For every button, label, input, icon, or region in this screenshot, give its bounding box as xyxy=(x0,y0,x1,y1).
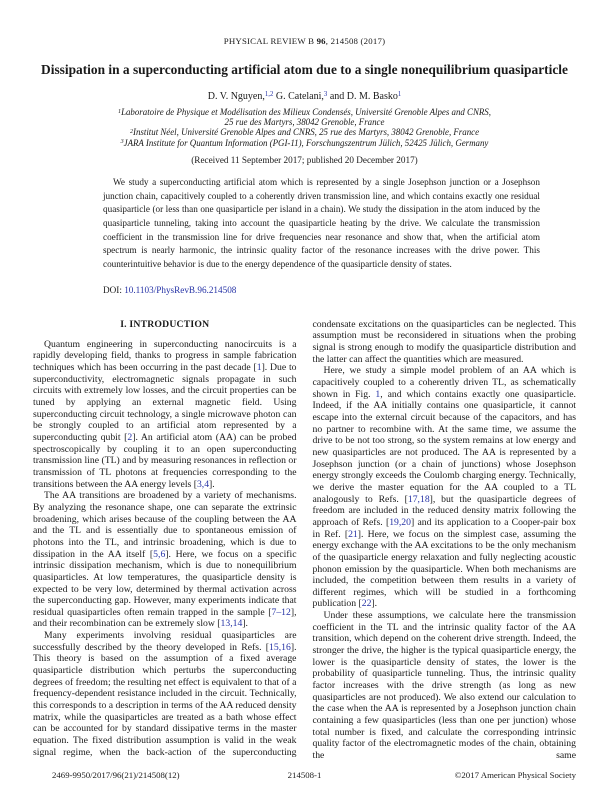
reference-link[interactable]: 1,2 xyxy=(264,91,274,99)
journal-header: PHYSICAL REVIEW B 96, 214508 (2017) xyxy=(223,36,386,46)
reference-link[interactable]: 3,4 xyxy=(196,478,210,490)
reference-link[interactable]: 7–12 xyxy=(271,606,291,618)
right-column xyxy=(313,319,577,762)
body-paragraph: The AA transitions are broadened by a variety of mechanisms. By analyzing the resonance shape, one can separate the extrinsic broadening, which arises because of the coupling between the AA and the TL and is essentially due to spontaneous emission of photons into the TL, and intrinsic broadening, which is due to dissipation in the AA itself [5,6]. Here, we focus on a specific intrinsic dissipation mechanism, which is due to nonequilibrium quasiparticles. At low temperatures, the quasiparticle density is expected to be very low, determined by thermal activation across the superconducting gap. However, many experiments indicate that residual quasiparticles often remain trapped in the sample [7–12], and their recombination can be extremely slow [13,14]. xyxy=(33,490,297,630)
affiliation-line: $^2$Institut Néel, Université Grenoble Alpes and CNRS, 25 rue des Martyrs, 38042 Grenoble, France xyxy=(129,127,480,138)
doi-line xyxy=(103,285,576,295)
affiliation-line: $^3$JARA Institute for Quantum Information (PGI-11), Forschungszentrum Jülich, 52425 Jülich, Germany xyxy=(120,137,489,148)
body-paragraph: condensate excitations on the quasiparticles can be neglected. This assumption must be reconsidered in situations when the probing signal is strong enough to modify the quasiparticle distribution and the latter can affect the quantities which are measured. xyxy=(312,318,576,365)
reference-link[interactable]: 19,20 xyxy=(389,516,411,528)
author-line: D. V. Nguyen,$^{1,2}$ G. Catelani,$^3$ and D. M. Basko$^1$ xyxy=(207,91,402,102)
page-number: 214508-1 xyxy=(287,770,322,780)
doi-link[interactable]: 10.1103/PhysRevB.96.214508 xyxy=(124,284,237,295)
body-paragraph: Here, we study a simple model problem of an AA which is capacitively coupled to a coherently driven TL, as schematically shown in Fig. 1, and which contains exactly one quasiparticle. Indeed, if the AA initially contains one quasiparticle, it cannot escape into the external circuit because of the capacitors, and has no partner to recombine with. At the same time, we assume the drive to be not too strong, so the system remains at low energy and new quasiparticles are not produced. The AA is represented by a Josephson junction (or a chain of junctions) whose Josephson energy strongly exceeds the Coulomb charging energy. Technically, we derive the master equation for the AA coupled to a TL analogously to Refs. [17,18], but the quasiparticle degrees of freedom are included in the reduced density matrix following the approach of Refs. [19,20] and its application to a Cooper-pair box in Ref. [21]. Here, we focus on the simplest case, assuming the energy exchange with the AA excitations to be the only mechanism of the quasiparticle energy relaxation and fully neglecting acoustic phonon emission by the quasiparticle. When both mechanisms are included, the competition between them results in a variety of different regimes, which will be studied in a forthcoming publication [22]. xyxy=(312,365,576,610)
reference-link[interactable]: 17,18 xyxy=(407,493,430,505)
page-footer xyxy=(33,770,576,780)
footer-copyright: ©2017 American Physical Society xyxy=(454,770,576,780)
reference-link[interactable]: 21 xyxy=(348,528,358,540)
reference-link[interactable]: 13,14 xyxy=(220,618,243,630)
affiliation-line: 25 rue des Martyrs, 38042 Grenoble, France xyxy=(224,117,385,128)
received-line: (Received 11 September 2017; published 20 December 2017) xyxy=(191,154,418,165)
affiliations-block xyxy=(33,107,576,148)
two-column-body xyxy=(33,319,576,762)
reference-link[interactable]: 22 xyxy=(361,598,372,610)
reference-link[interactable]: 1 xyxy=(375,388,381,400)
reference-link[interactable]: 1 xyxy=(397,91,402,99)
left-column xyxy=(33,319,297,762)
reference-link[interactable]: 15,16 xyxy=(269,641,291,653)
affiliation-line: $^1$Laboratoire de Physique et Modélisation des Milieux Condensés, Université Grenoble Alpes and CNRS, xyxy=(118,107,491,117)
footer-issn: 2469-9950/2017/96(21)/214508(12) xyxy=(52,770,180,780)
reference-link[interactable]: 3 xyxy=(323,91,328,99)
body-paragraph: Many experiments involving residual quasiparticles are successfully described by the theory developed in Refs. [15,16]. This theory is based on the assumption of a fixed average quasiparticle distribution which perturbs the superconducting degrees of freedom; the resulting net effect is equivalent to that of a frequency-dependent resistance included in the circuit. Technically, this corresponds to a description in terms of the AA reduced density matrix, while the quasiparticles are treated as a bath whose effect can be accounted for by standard dissipative terms in the master equation. The fixed distribution assumption is valid in the weak signal regime, when the back-action of the superconducting xyxy=(33,630,297,758)
body-paragraph: Quantum engineering in superconducting nanocircuits is a rapidly developing field, thanks to progress in sample fabrication techniques which has been occurring in the past decade [1]. Due to superconductivity, electromagnetic signals propagate in such circuits with extremely low losses, and the circuit properties can be tuned by applying an external magnetic field. Using superconducting circuit technology, a single microwave photon can be strongly coupled to an artificial atom represented by a superconducting qubit [2]. An artificial atom (AA) can be probed spectroscopically by coupling it to an open superconducting transmission line (TL) and by measuring resonances in reflection or transmission of TL photons at frequencies corresponding to the transitions between the AA energy levels [3,4]. xyxy=(33,338,297,490)
doi-label: DOI: xyxy=(103,284,125,295)
paper-title: Dissipation in a superconducting artificial atom due to a single nonequilibrium quasiparticle xyxy=(41,62,568,77)
reference-link[interactable]: 5,6 xyxy=(153,548,166,560)
reference-link[interactable]: 1 xyxy=(256,362,262,374)
section-heading-introduction: I. INTRODUCTION xyxy=(120,318,210,330)
reference-link[interactable]: 2 xyxy=(127,431,133,443)
abstract: We study a superconducting artificial atom which is represented by a single Josephson junction or a Josephson junction chain, capacitively coupled to a coherently driven transmission line, and which contains exactly one residual quasiparticle (or less than one quasiparticle per island in a chain). We study the dissipation in the atom induced by the quasiparticle tunneling, taking into account the quasiparticle heating by the drive. We calculate the transmission coefficient in the transmission line for drive frequencies near resonance and show that, when the artificial atom spectrum is nearly harmonic, the intrinsic quality factor of the resonance increases with the drive power. This counterintuitive behavior is due to the energy dependence of the quasiparticle density of states. xyxy=(103,176,540,270)
body-paragraph: Under these assumptions, we calculate here the transmission coefficient in the TL and the intrinsic quality factor of the AA transition, which depend on the coherent drive strength. Indeed, the stronger the drive, the higher is the typical quasiparticle energy, the lower is the quasiparticle density of states, the lower is the probability of quasiparticle tunneling. Thus, the intrinsic quality factor increases with the drive strength (as long as new quasiparticles are not produced). We also extend our calculation to the case when the AA is represented by a Josephson junction chain containing a few quasiparticles (less than one per junction) whose total number is fixed, and calculate the corresponding intrinsic quality factor of the electromagnetic modes of the chain, obtaining the same xyxy=(312,610,576,762)
